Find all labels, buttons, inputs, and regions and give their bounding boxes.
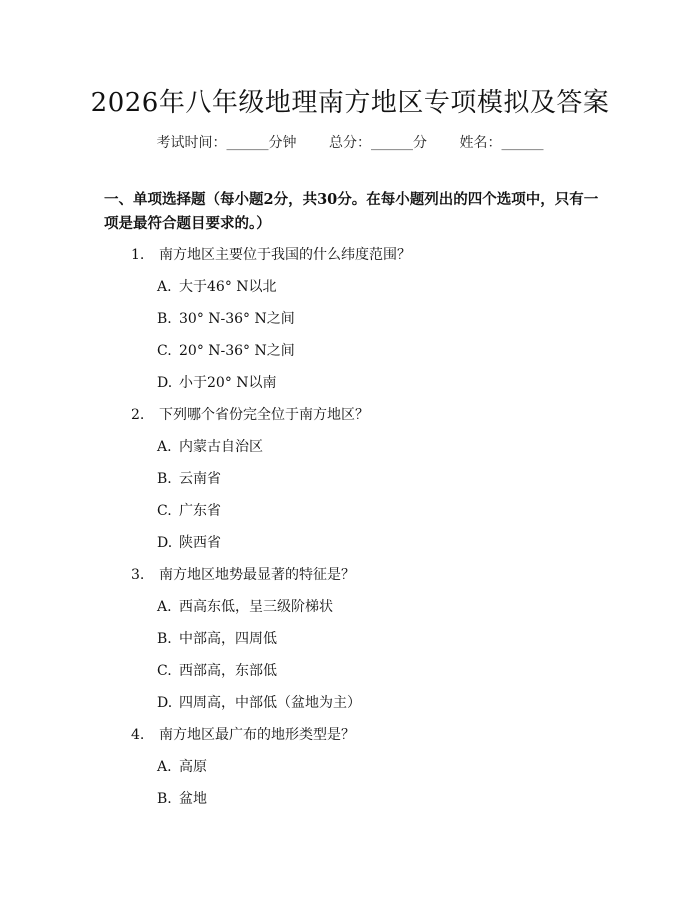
option-text: 西高东低，呈三级阶梯状 [179, 599, 333, 615]
option-text: 内蒙古自治区 [179, 439, 263, 455]
option-letter: A. [157, 759, 172, 775]
exam-info-row [0, 132, 700, 152]
option-text: 云南省 [179, 471, 221, 487]
total-score-field: 总分：______分 [329, 135, 427, 151]
question-text: 下列哪个省份完全位于南方地区？ [159, 407, 369, 423]
option-item [157, 340, 295, 360]
option-item [157, 500, 221, 520]
option-letter: A. [157, 279, 172, 295]
option-letter: B. [157, 311, 172, 327]
option-item [157, 532, 221, 552]
option-item [157, 756, 207, 776]
option-text: 中部高，四周低 [179, 631, 277, 647]
option-text: 四周高，中部低（盆地为主） [179, 695, 361, 711]
option-item [157, 692, 361, 712]
option-text: 高原 [179, 759, 207, 775]
option-letter: B. [157, 791, 172, 807]
option-item [157, 308, 295, 328]
question-item [131, 404, 369, 424]
option-item [157, 660, 277, 680]
option-text: 陕西省 [179, 535, 221, 551]
option-letter: D. [157, 535, 173, 551]
question-number: 1. [131, 247, 145, 263]
option-letter: B. [157, 471, 172, 487]
option-item [157, 788, 207, 808]
option-item [157, 596, 333, 616]
option-letter: C. [157, 343, 172, 359]
question-item [131, 724, 355, 744]
question-text: 南方地区主要位于我国的什么纬度范围？ [159, 247, 411, 263]
option-text: 盆地 [179, 791, 207, 807]
question-item [131, 244, 411, 264]
option-text: 大于46° N以北 [179, 279, 277, 295]
question-number: 4. [131, 727, 145, 743]
option-letter: A. [157, 599, 172, 615]
option-letter: A. [157, 439, 172, 455]
option-letter: C. [157, 503, 172, 519]
option-text: 30° N-36° N之间 [179, 311, 295, 327]
option-text: 广东省 [179, 503, 221, 519]
option-letter: B. [157, 631, 172, 647]
option-item [157, 468, 221, 488]
option-text: 西部高，东部低 [179, 663, 277, 679]
option-letter: D. [157, 375, 173, 391]
student-name-field: 姓名：______ [459, 135, 544, 151]
option-letter: C. [157, 663, 172, 679]
section-heading: 一、单项选择题（每小题2分，共30分。在每小题列出的四个选项中，只有一项是最符合题目要求的。） [104, 191, 599, 232]
option-text: 小于20° N以南 [179, 375, 277, 391]
option-text: 20° N-36° N之间 [179, 343, 295, 359]
option-item [157, 276, 277, 296]
question-item [131, 564, 355, 584]
option-item [157, 628, 277, 648]
option-item [157, 372, 277, 392]
question-number: 2. [131, 407, 145, 423]
question-text: 南方地区最广布的地形类型是？ [159, 727, 355, 743]
page-title: 2026年八年级地理南方地区专项模拟及答案 [90, 88, 610, 118]
option-letter: D. [157, 695, 173, 711]
question-text: 南方地区地势最显著的特征是？ [159, 567, 355, 583]
question-number: 3. [131, 567, 145, 583]
option-item [157, 436, 263, 456]
exam-time-field: 考试时间：______分钟 [156, 135, 297, 151]
